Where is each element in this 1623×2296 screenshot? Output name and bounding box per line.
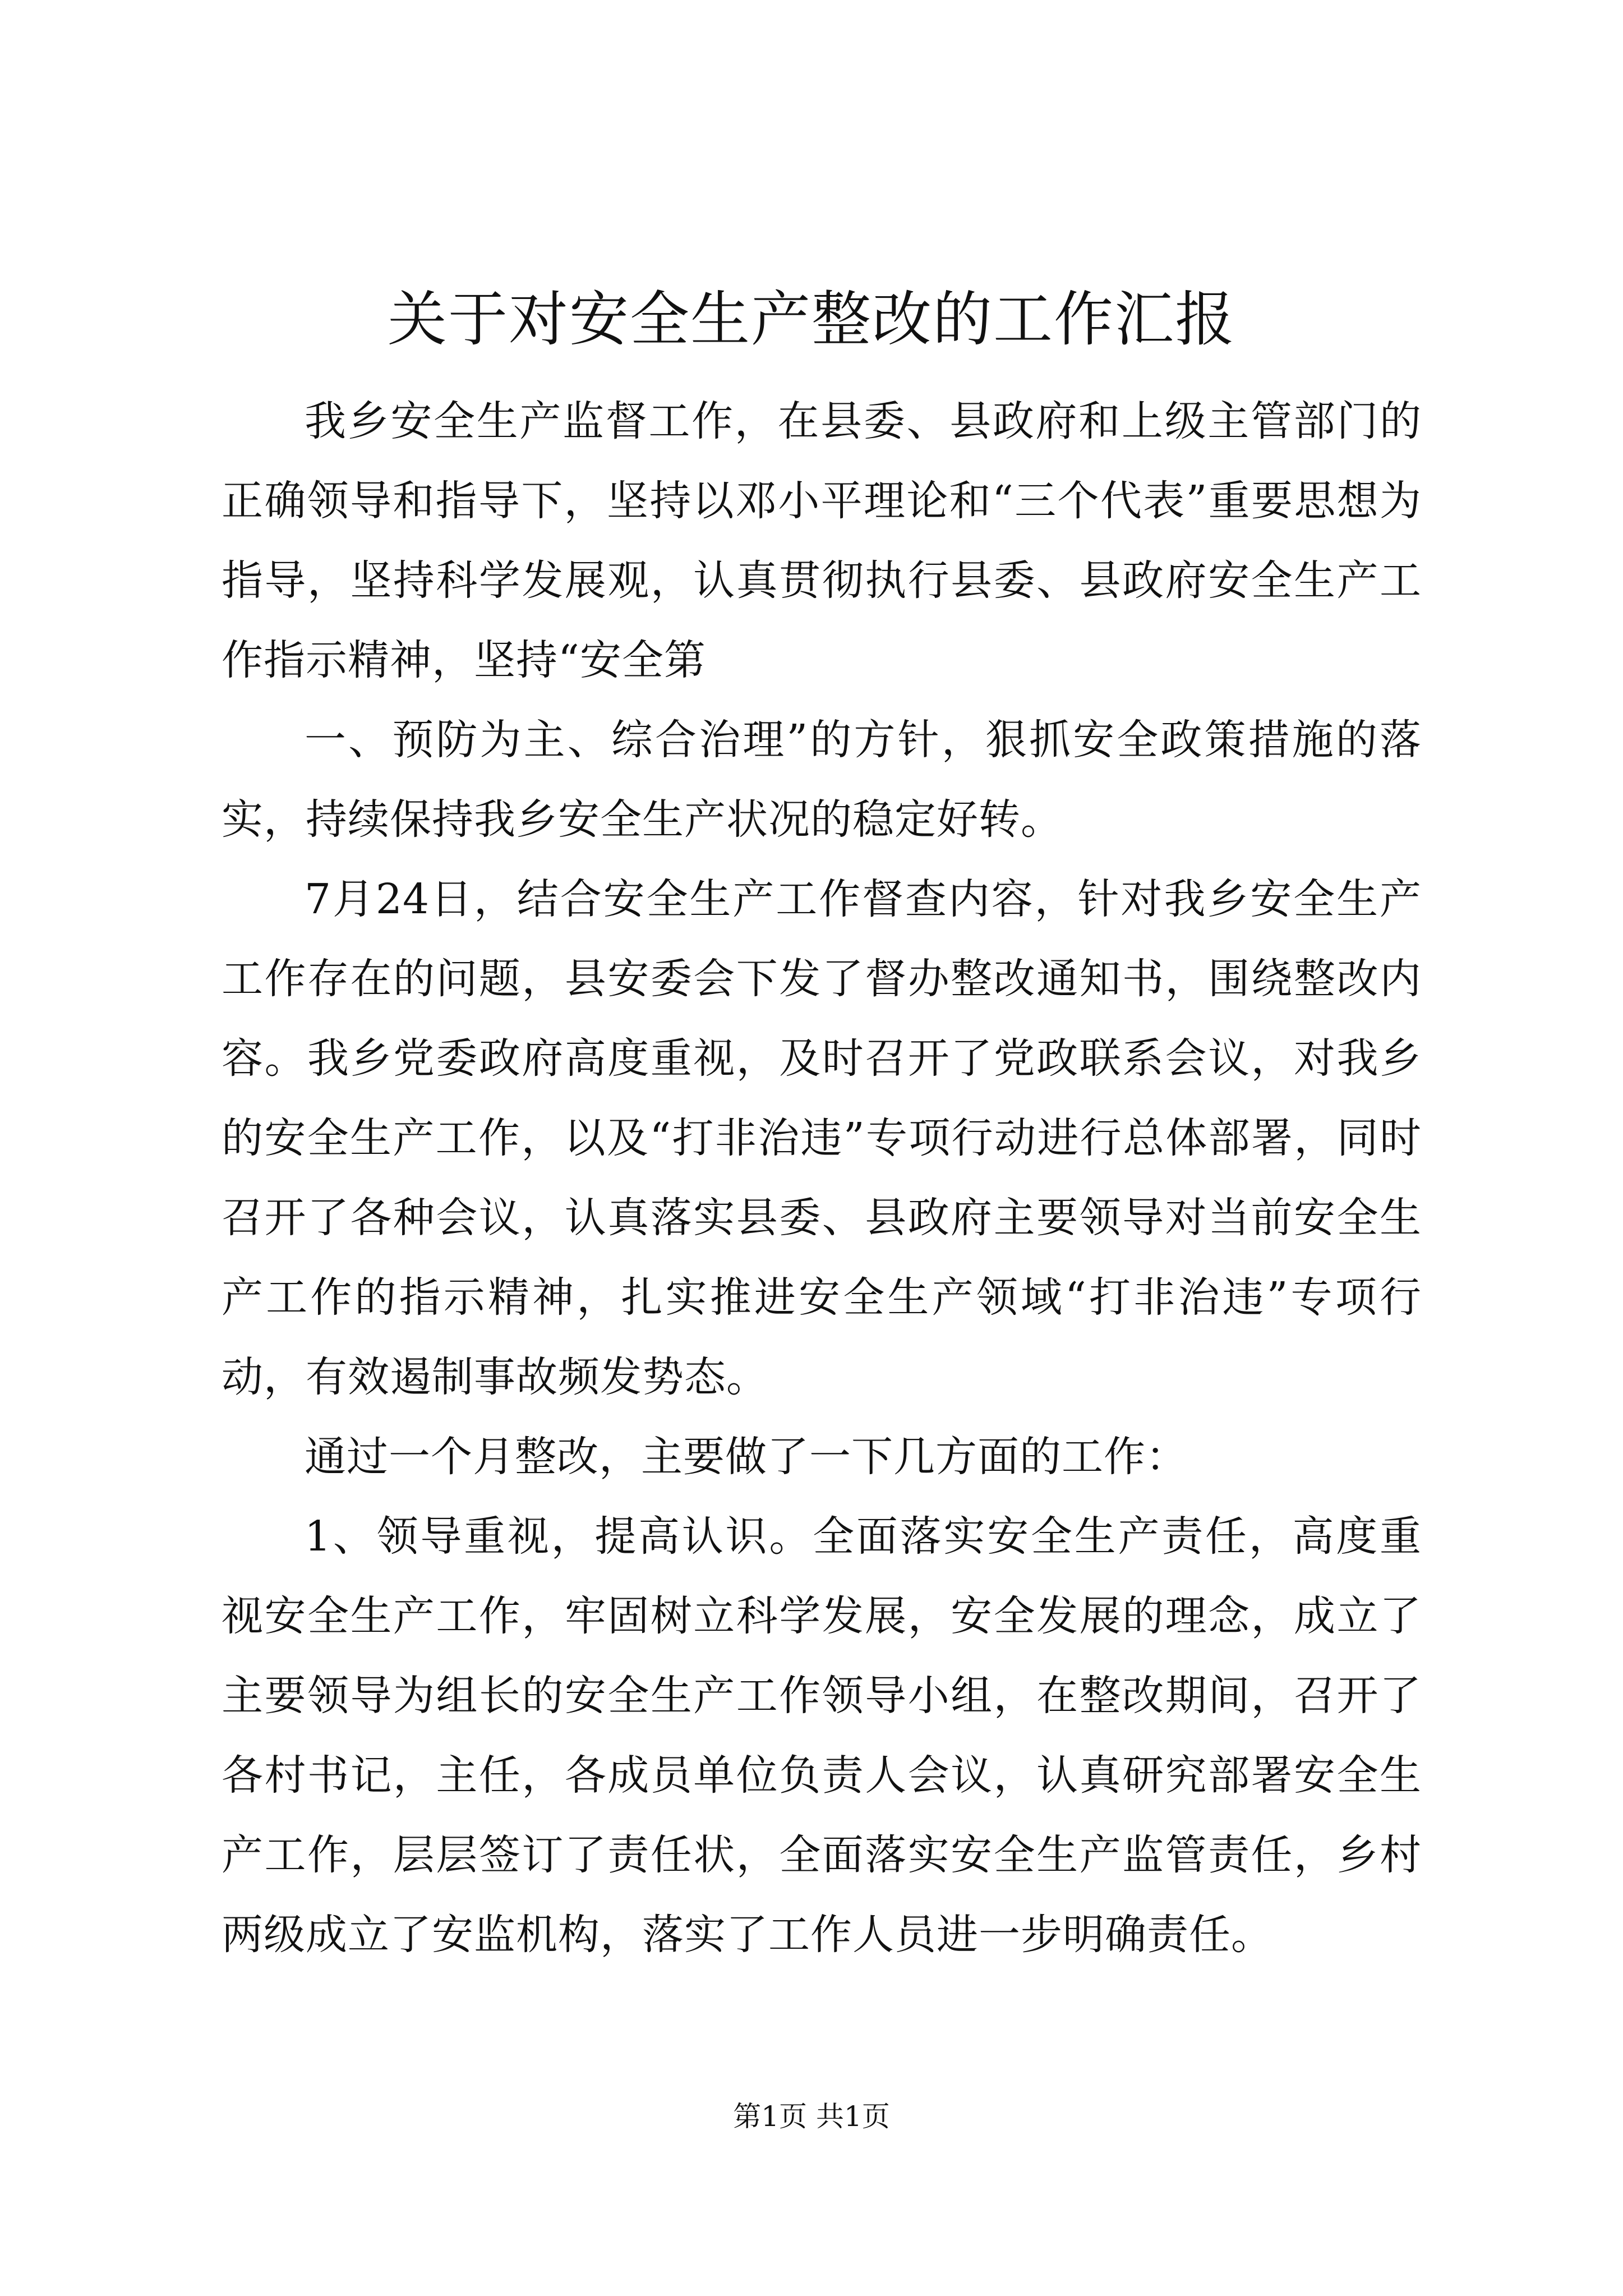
paragraph-inspection: 7月24日，结合安全生产工作督查内容，针对我乡安全生产工作存在的问题，县安委会下发了督办整改通知书，围绕整改内容。我乡党委政府高度重视，及时召开了党政联系会议，对我乡的安全生产工作，以及“打非治违”专项行动进行总体部署，同时召开了各种会议，认真落实县委、县政府主要领导对当前安全生产工作的指示精神，扎实推进安全生产领域“打非治违”专项行动，有效遏制事故频发势态。	[222, 875, 1422, 1401]
paragraph-item-1: 1、领导重视，提高认识。全面落实安全生产责任，高度重视安全生产工作，牢固树立科学发展，安全发展的理念，成立了主要领导为组长的安全生产工作领导小组，在整改期间，召开了各村书记，主任，各成员单位负责人会议，认真研究部署安全生产工作，层层签订了责任状，全面落实安全生产监管责任，乡村两级成立了安监机构，落实了工作人员进一步明确责任。	[222, 1512, 1422, 1959]
document-body	[222, 381, 1422, 1975]
paragraph-summary-lead: 通过一个月整改，主要做了一下几方面的工作：	[305, 1433, 1188, 1481]
paragraph-intro: 我乡安全生产监督工作，在县委、县政府和上级主管部门的正确领导和指导下，坚持以邓小平理论和“三个代表”重要思想为指导，坚持科学发展观，认真贯彻执行县委、县政府安全生产工作指示精神，坚持“安全第	[222, 397, 1422, 684]
document-title: 关于对安全生产整改的工作汇报	[388, 285, 1235, 354]
paragraph-policy: 一、预防为主、综合治理”的方针，狠抓安全政策措施的落实，持续保持我乡安全生产状况的稳定好转。	[222, 716, 1422, 844]
page-number-footer: 第1页 共1页	[733, 2100, 890, 2133]
